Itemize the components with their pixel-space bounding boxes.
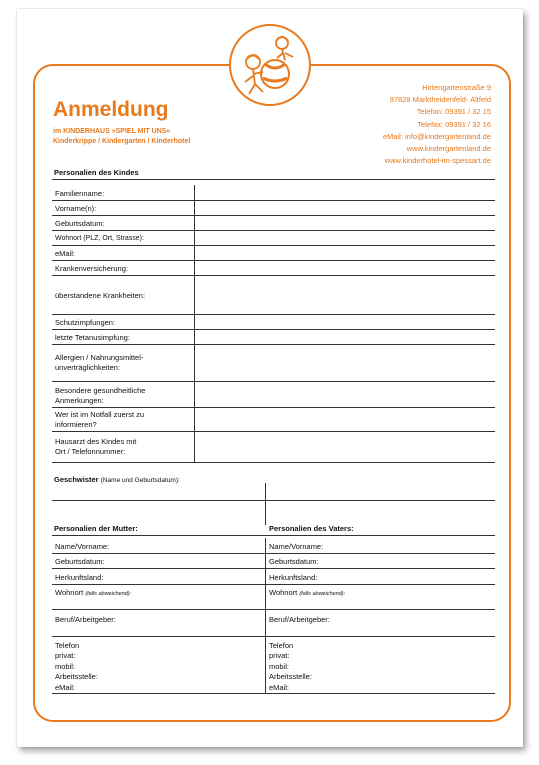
field-line[interactable] xyxy=(52,260,495,261)
children-with-ball-logo xyxy=(231,26,309,104)
phone-line: mobil: xyxy=(55,661,76,671)
address-block xyxy=(383,82,491,167)
label-line: Besondere gesundheitliche xyxy=(55,386,146,395)
mother-origin-label: Herkunftsland: xyxy=(55,573,104,582)
field-notfall-label xyxy=(55,410,144,430)
father-birth-label: Geburtsdatum: xyxy=(269,557,319,566)
page-title: Anmeldung xyxy=(53,98,169,121)
field-line[interactable] xyxy=(52,693,495,694)
field-line[interactable] xyxy=(52,553,495,554)
siblings-title: Geschwister xyxy=(54,475,99,484)
field-schutzimpfungen-label: Schutzimpfungen: xyxy=(55,318,116,327)
label-line: Hausarzt des Kindes mit xyxy=(55,437,137,446)
field-line[interactable] xyxy=(52,245,495,246)
field-geburtsdatum-label: Geburtsdatum: xyxy=(55,219,105,228)
label-line: informieren? xyxy=(55,420,97,429)
field-krankheiten-label: überstandene Krankheiten: xyxy=(55,291,146,300)
field-line[interactable] xyxy=(52,314,495,315)
field-line[interactable] xyxy=(52,200,495,201)
field-anmerkungen-label xyxy=(55,386,145,406)
field-line[interactable] xyxy=(52,568,495,569)
father-name-label: Name/Vorname: xyxy=(269,542,324,551)
siblings-line[interactable] xyxy=(52,500,495,501)
siblings-heading xyxy=(54,475,180,484)
label-line: Anmerkungen: xyxy=(55,396,104,405)
address-line: Telefax: 09391 / 32 16 xyxy=(417,119,491,129)
phone-line: eMail: xyxy=(269,682,290,692)
field-line[interactable] xyxy=(52,344,495,345)
kinderhaus-logo xyxy=(229,24,311,106)
label-line: unverträglichkeiten: xyxy=(55,363,121,372)
phone-line: Arbeitsstelle: xyxy=(269,672,312,682)
field-line[interactable] xyxy=(52,381,495,382)
field-line[interactable] xyxy=(52,584,495,585)
column-divider xyxy=(265,483,266,525)
mother-name-label: Name/Vorname: xyxy=(55,542,110,551)
divider xyxy=(52,179,495,180)
address-line: eMail: info@kindergartenland.de xyxy=(382,131,491,141)
field-line[interactable] xyxy=(52,230,495,231)
siblings-note: (Name und Geburtsdatum): xyxy=(100,477,180,484)
father-job-label: Beruf/Arbeitgeber: xyxy=(269,615,330,624)
phone-line: Telefon xyxy=(55,641,80,650)
phone-line: privat: xyxy=(269,651,290,661)
field-line[interactable] xyxy=(52,462,495,463)
field-line[interactable] xyxy=(52,215,495,216)
subtitle-services: Kinderkrippe / Kindergarten / Kinderhotel xyxy=(53,138,191,145)
phone-line: privat: xyxy=(55,651,76,661)
field-line[interactable] xyxy=(52,275,495,276)
father-origin-label: Herkunftsland: xyxy=(269,573,318,582)
field-line[interactable] xyxy=(52,431,495,432)
phone-line: Telefon xyxy=(269,641,294,650)
label-text: Wohnort xyxy=(55,588,84,597)
field-wohnort-label: Wohnort (PLZ, Ort, Strasse): xyxy=(55,235,144,242)
column-divider xyxy=(265,538,266,693)
mother-heading: Personalien der Mutter: xyxy=(54,524,138,533)
father-residence-label xyxy=(269,588,345,599)
phone-line: Arbeitsstelle: xyxy=(55,672,98,682)
label-text: Wohnort xyxy=(269,588,298,597)
father-phone-block xyxy=(269,641,312,693)
label-note: (falls abweichend): xyxy=(85,591,132,597)
mother-residence-label xyxy=(55,588,131,599)
field-familienname-label: Familienname: xyxy=(55,189,105,198)
field-vorname-label: Vorname(n): xyxy=(55,204,97,213)
address-line: Telefon: 09391 / 32 15 xyxy=(416,107,491,117)
address-line: www.kindergartenland.de xyxy=(406,144,491,154)
father-heading: Personalien des Vaters: xyxy=(269,524,354,533)
field-line[interactable] xyxy=(52,609,495,610)
mother-job-label: Beruf/Arbeitgeber: xyxy=(55,615,116,624)
address-line: 97828 Marktheidenfeld- Altfeld xyxy=(389,95,491,105)
mother-phone-block xyxy=(55,641,98,693)
field-line[interactable] xyxy=(52,636,495,637)
label-note: (falls abweichend): xyxy=(299,591,346,597)
field-line[interactable] xyxy=(52,407,495,408)
field-krankenversicherung-label: Krankenversicherung: xyxy=(55,264,128,273)
label-line: Allergien / Nahrungsmittel- xyxy=(55,353,144,362)
field-tetanus-label: letzte Tetanusimpfung: xyxy=(55,333,130,342)
phone-line: eMail: xyxy=(55,682,76,692)
child-section-heading: Personalien des Kindes xyxy=(54,168,139,177)
column-divider xyxy=(194,185,195,462)
label-line: Ort / Telefonnummer: xyxy=(55,447,126,456)
label-line: Wer ist im Notfall zuerst zu xyxy=(55,410,145,419)
mother-birth-label: Geburtsdatum: xyxy=(55,557,105,566)
field-hausarzt-label xyxy=(55,437,136,457)
field-line[interactable] xyxy=(52,329,495,330)
address-line: www.kinderhotel-im-spessart.de xyxy=(384,156,491,166)
field-email-label: eMail: xyxy=(55,249,76,258)
field-allergien-label xyxy=(55,353,143,373)
divider xyxy=(52,535,495,536)
phone-line: mobil: xyxy=(269,661,290,671)
address-line: Hirtengartenstraße 9 xyxy=(422,83,491,92)
subtitle-kinderhaus: im KINDERHAUS »SPIEL MIT UNS« xyxy=(53,128,171,135)
